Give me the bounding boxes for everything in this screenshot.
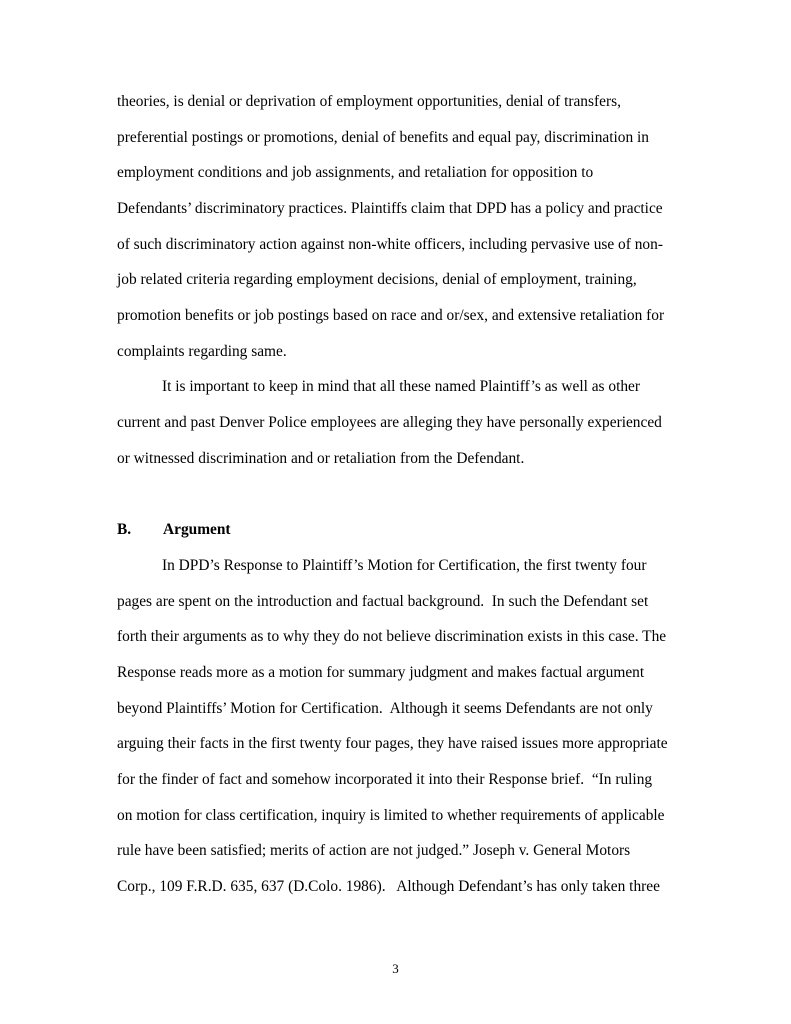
paragraph-1-line-5: of such discriminatory action against non-white officers, including pervasive use of non- bbox=[117, 236, 663, 253]
paragraph-1-line-3: employment conditions and job assignments, and retaliation for opposition to bbox=[117, 164, 594, 181]
paragraph-3-line-7: for the finder of fact and somehow incorporated it into their Response brief. “In ruling bbox=[117, 771, 653, 788]
paragraph-3-line-3: forth their arguments as to why they do not believe discrimination exists in this case. The bbox=[117, 628, 667, 645]
paragraph-1-line-4: Defendants’ discriminatory practices. Plaintiffs claim that DPD has a policy and practice bbox=[117, 200, 663, 217]
paragraph-1-line-2: preferential postings or promotions, denial of benefits and equal pay, discrimination in bbox=[117, 129, 649, 146]
paragraph-3-line-8: on motion for class certification, inquiry is limited to whether requirements of applicable bbox=[117, 807, 665, 824]
paragraph-3-line-9: rule have been satisfied; merits of action are not judged.” Joseph v. General Motors bbox=[117, 842, 631, 859]
section-title: Argument bbox=[163, 521, 231, 538]
paragraph-3-line-6: arguing their facts in the first twenty four pages, they have raised issues more appropriate bbox=[117, 735, 668, 752]
paragraph-1-line-8: complaints regarding same. bbox=[117, 343, 287, 360]
paragraph-3-line-1: In DPD’s Response to Plaintiff’s Motion for Certification, the first twenty four bbox=[162, 557, 647, 574]
section-letter: B. bbox=[117, 521, 132, 538]
paragraph-1-line-1: theories, is denial or deprivation of employment opportunities, denial of transfers, bbox=[117, 93, 621, 110]
paragraph-3-line-5: beyond Plaintiffs’ Motion for Certification. Although it seems Defendants are not only bbox=[117, 700, 653, 717]
paragraph-2-line-1: It is important to keep in mind that all these named Plaintiff’s as well as other bbox=[162, 378, 641, 395]
paragraph-3-line-2: pages are spent on the introduction and factual background. In such the Defendant set bbox=[117, 593, 649, 610]
paragraph-3-line-10: Corp., 109 F.R.D. 635, 637 (D.Colo. 1986). Although Defendant’s has only taken three bbox=[117, 878, 660, 895]
paragraph-2-line-2: current and past Denver Police employees are alleging they have personally experienced bbox=[117, 414, 662, 431]
paragraph-1-line-7: promotion benefits or job postings based on race and or/sex, and extensive retaliation for bbox=[117, 307, 665, 324]
paragraph-3-line-4: Response reads more as a motion for summary judgment and makes factual argument bbox=[117, 664, 645, 681]
paragraph-1-line-6: job related criteria regarding employment decisions, denial of employment, training, bbox=[117, 271, 637, 288]
page-number: 3 bbox=[392, 961, 399, 976]
paragraph-2-line-3: or witnessed discrimination and or retaliation from the Defendant. bbox=[117, 450, 525, 467]
